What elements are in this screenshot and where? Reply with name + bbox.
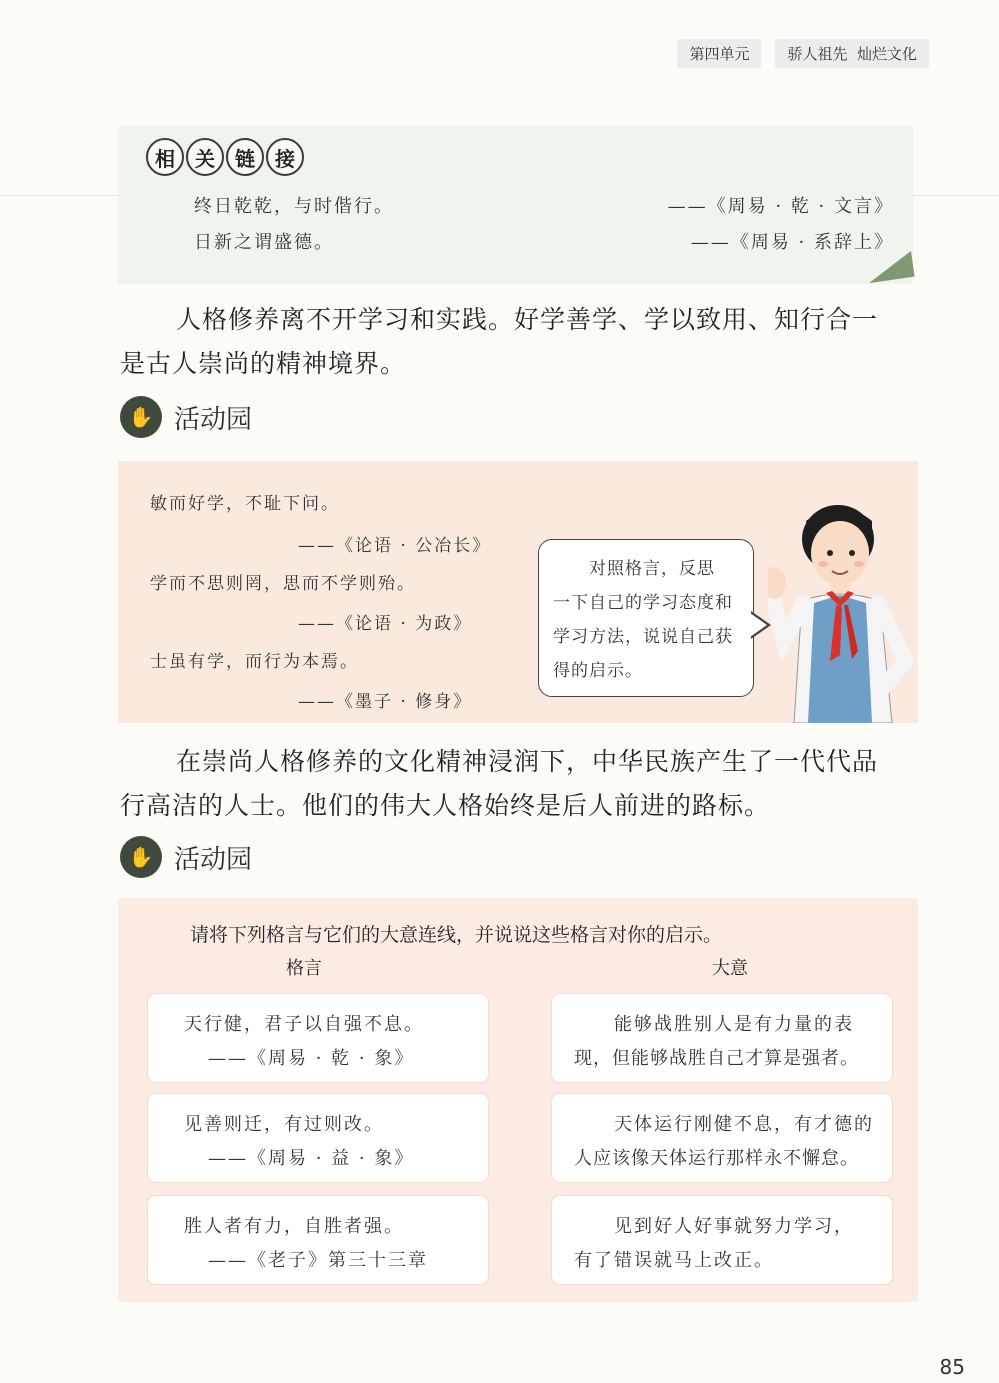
meaning-card[interactable] bbox=[552, 1196, 892, 1284]
meaning-line: 天体运行刚健不息，有才德的 bbox=[614, 1114, 874, 1135]
title-char: 相 bbox=[146, 138, 184, 176]
activity-box bbox=[118, 461, 918, 723]
related-link-title bbox=[146, 138, 304, 176]
activity-label: 活动园 bbox=[174, 844, 253, 875]
matching-activity-box bbox=[118, 898, 918, 1302]
related-quote bbox=[194, 228, 894, 254]
column-header-meanings: 大意 bbox=[712, 958, 748, 979]
bubble-line: 一下自己的学习态度和 bbox=[553, 593, 733, 613]
saying-source: ——《墨子 · 修身》 bbox=[298, 692, 473, 712]
meaning-line: 人应该像天体运行那样永不懈怠。 bbox=[574, 1148, 859, 1169]
meaning-card[interactable] bbox=[552, 994, 892, 1082]
bubble-tail bbox=[750, 613, 767, 637]
speech-bubble bbox=[538, 539, 754, 697]
activity-instruction: 请将下列格言与它们的大意连线，并说说这些格言对你的启示。 bbox=[190, 924, 723, 946]
activity-label: 活动园 bbox=[174, 404, 253, 435]
quote-source: ——《周易 · 乾 · 文言》 bbox=[667, 196, 894, 217]
bubble-line: 学习方法，说说自己获 bbox=[553, 627, 733, 647]
hands-icon: ✋ bbox=[120, 836, 162, 878]
unit-tag: 第四单元 bbox=[677, 39, 761, 68]
meaning-card[interactable] bbox=[552, 1094, 892, 1182]
body-paragraph bbox=[120, 740, 920, 828]
title-char: 接 bbox=[266, 138, 304, 176]
column-header-maxims: 格言 bbox=[286, 958, 322, 979]
unit-title-tag: 骄人祖先 灿烂文化 bbox=[775, 39, 929, 68]
related-link-box bbox=[118, 126, 913, 284]
quote-source: ——《周易 · 系辞上》 bbox=[690, 232, 894, 253]
paragraph-line: 行高洁的人士。他们的伟大人格始终是后人前进的路标。 bbox=[120, 791, 771, 820]
maxim-text: 天行健，君子以自强不息。 bbox=[184, 1014, 424, 1035]
student-illustration bbox=[768, 491, 918, 723]
quote-text: 终日乾乾，与时偕行。 bbox=[194, 196, 394, 217]
quote-text: 日新之谓盛德。 bbox=[194, 232, 334, 253]
page-header bbox=[677, 38, 929, 68]
meaning-line: 有了错误就马上改正。 bbox=[574, 1250, 774, 1271]
page-number: 85 bbox=[939, 1355, 965, 1379]
meaning-line: 能够战胜别人是有力量的表 bbox=[614, 1014, 854, 1035]
paragraph-line: 人格修养离不开学习和实践。好学善学、学以致用、知行合一 bbox=[176, 305, 879, 334]
saying-text: 学而不思则罔，思而不学则殆。 bbox=[150, 574, 416, 594]
saying-text: 士虽有学，而行为本焉。 bbox=[150, 652, 359, 672]
hands-icon: ✋ bbox=[120, 396, 162, 438]
paragraph-line: 在崇尚人格修养的文化精神浸润下，中华民族产生了一代代品 bbox=[176, 747, 879, 776]
page-corner-decoration bbox=[865, 251, 914, 283]
maxim-text: 胜人者有力，自胜者强。 bbox=[184, 1216, 404, 1237]
title-char: 关 bbox=[186, 138, 224, 176]
maxim-source: ——《周易 · 益 · 象》 bbox=[208, 1148, 415, 1169]
maxim-card[interactable] bbox=[148, 1094, 488, 1182]
maxim-text: 见善则迁，有过则改。 bbox=[184, 1114, 384, 1135]
maxim-card[interactable] bbox=[148, 994, 488, 1082]
related-quote bbox=[194, 192, 894, 218]
body-paragraph bbox=[120, 298, 920, 386]
bubble-line: 得的启示。 bbox=[553, 661, 643, 681]
saying-text: 敏而好学，不耻下问。 bbox=[150, 494, 340, 514]
meaning-line: 现，但能够战胜自己才算是强者。 bbox=[574, 1048, 859, 1069]
meaning-line: 见到好人好事就努力学习， bbox=[614, 1216, 854, 1237]
paragraph-line: 是古人崇尚的精神境界。 bbox=[120, 349, 407, 378]
saying-source: ——《论语 · 公冶长》 bbox=[298, 536, 492, 556]
maxim-card[interactable] bbox=[148, 1196, 488, 1284]
maxim-source: ——《老子》第三十三章 bbox=[208, 1250, 428, 1271]
maxim-source: ——《周易 · 乾 · 象》 bbox=[208, 1048, 415, 1069]
bubble-line: 对照格言，反思 bbox=[589, 559, 715, 579]
saying-source: ——《论语 · 为政》 bbox=[298, 614, 473, 634]
activity-heading bbox=[120, 836, 252, 878]
activity-heading bbox=[120, 396, 252, 438]
title-char: 链 bbox=[226, 138, 264, 176]
